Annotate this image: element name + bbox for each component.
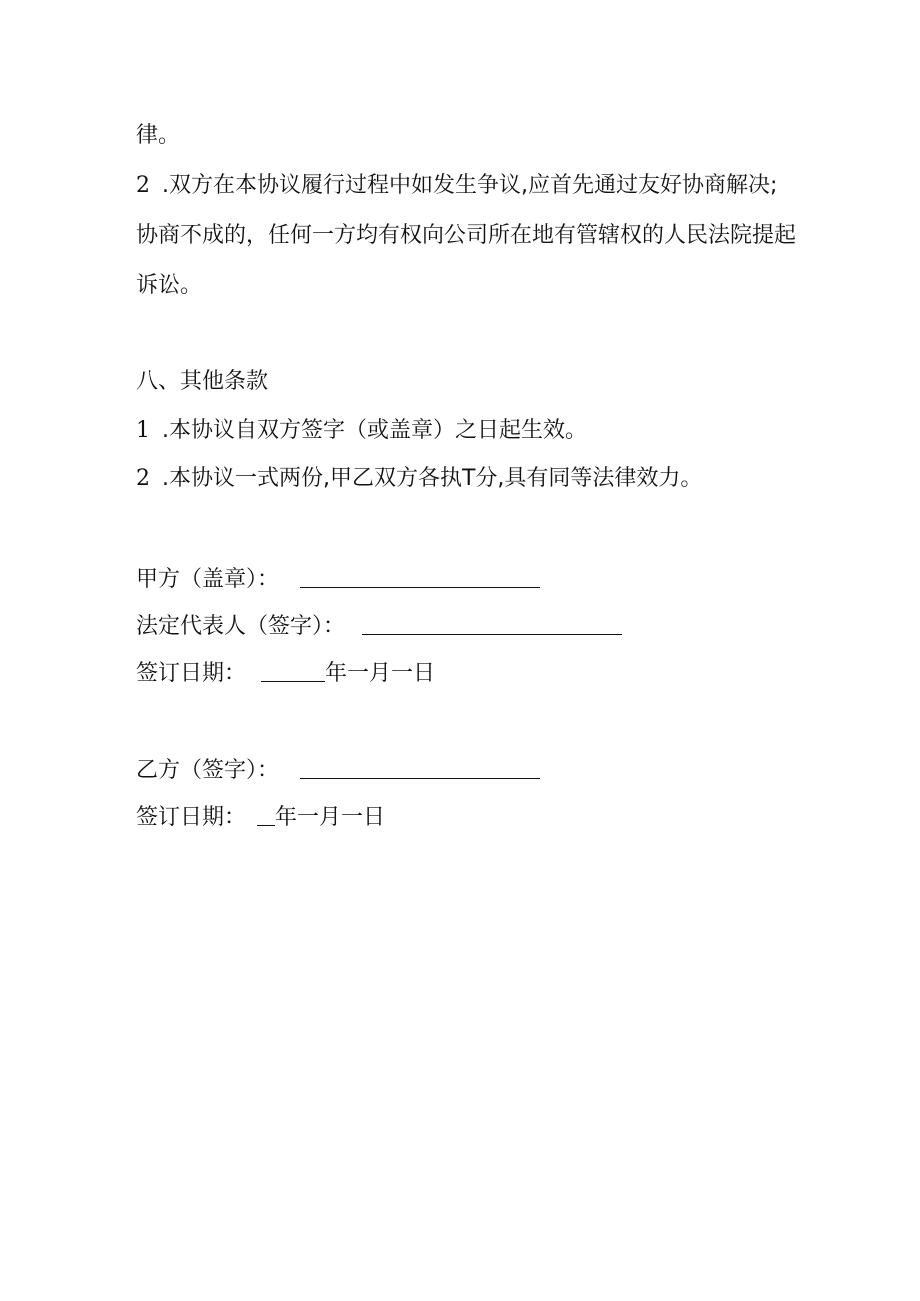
- party-b-year-blank[interactable]: [257, 803, 275, 826]
- dispute-clause-line1: .双方在本协议履行过程中如发生争议,应首先通过友好协商解决;: [162, 173, 778, 198]
- section-heading-text: 八、其他条款: [136, 369, 269, 394]
- dispute-clause-line2: 协商不成的，任何一方均有权向公司所在地有管辖权的人民法院提起: [136, 223, 797, 248]
- party-a-date-label: 签订日期：: [136, 661, 247, 686]
- copies-clause: [136, 465, 702, 493]
- clause-number: 1: [136, 418, 150, 443]
- party-a-seal-blank[interactable]: [300, 565, 540, 588]
- party-a-date-row: [136, 657, 435, 688]
- party-b-label: 乙方（签字）：: [136, 758, 280, 783]
- effective-clause-text: .本协议自双方签字（或盖章）之日起生效。: [162, 418, 587, 443]
- dispute-clause-line2-row: [136, 222, 796, 250]
- section-heading: [136, 368, 268, 396]
- party-b-date-row: [136, 801, 385, 832]
- clause-number: 2: [136, 173, 150, 198]
- clause-continuation: [136, 122, 180, 150]
- party-b-signature-blank[interactable]: [300, 756, 540, 779]
- effective-clause: [136, 417, 587, 445]
- clause-number: 2: [136, 466, 150, 491]
- party-a-label: 甲方（盖章）：: [136, 567, 280, 592]
- party-a-date-suffix: 年一月一日: [325, 661, 436, 686]
- clause-continuation-text: 律。: [136, 123, 181, 148]
- party-b-date-suffix: 年一月一日: [275, 805, 386, 830]
- representative-row: [136, 610, 622, 641]
- party-a-seal-row: [136, 563, 540, 594]
- representative-label: 法定代表人（签字）：: [136, 614, 346, 639]
- party-b-sign-row: [136, 754, 540, 785]
- dispute-clause: [136, 172, 777, 200]
- representative-signature-blank[interactable]: [362, 612, 622, 635]
- dispute-clause-line3-row: [136, 272, 202, 300]
- dispute-clause-line3: 诉讼。: [136, 273, 203, 298]
- copies-clause-text: .本协议一式两份,甲乙双方各执T分,具有同等法律效力。: [162, 466, 703, 491]
- party-a-year-blank[interactable]: [261, 659, 325, 682]
- party-b-date-label: 签订日期：: [136, 805, 247, 830]
